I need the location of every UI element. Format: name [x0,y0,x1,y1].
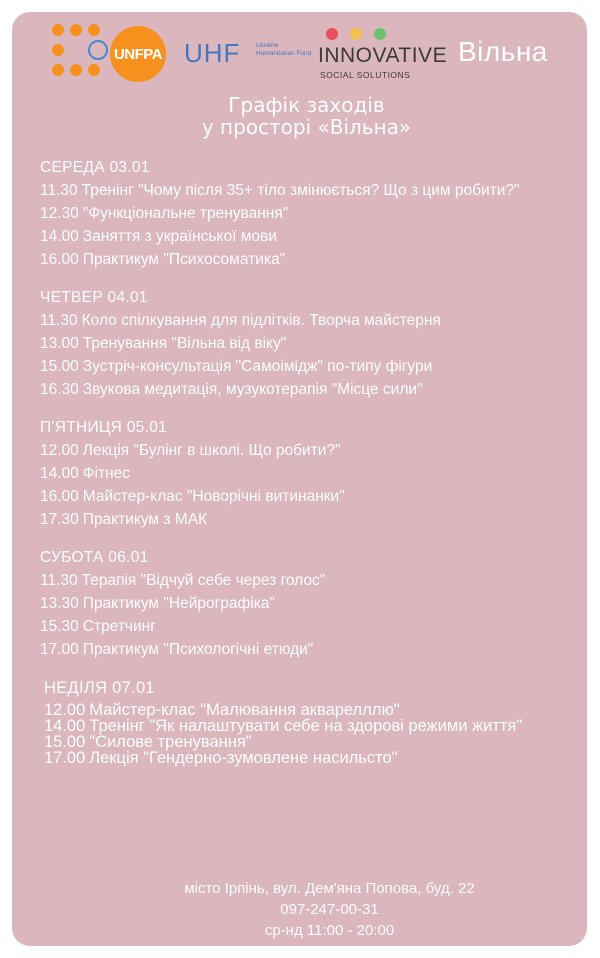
event-item [40,358,580,375]
innovative-logo-subtitle: SOCIAL SOLUTIONS [320,70,411,80]
event-item [40,511,580,528]
event-time: 16.30 [40,381,79,398]
event-item [40,335,580,352]
event-item [40,572,580,589]
event-item [40,182,580,199]
event-item [44,718,580,734]
event-title: Терапія "Відчуй себе через голос" [81,572,326,589]
event-item [40,381,580,398]
event-title: Зустріч-консультація "Самоімідж" по-типу фігури [82,358,433,375]
event-time: 14.00 [40,465,79,482]
event-title: "Функціональне тренування" [82,205,289,222]
day-name: П'ЯТНИЦЯ 05.01 [40,419,168,436]
event-item [40,641,580,658]
event-time: 17.30 [40,511,79,528]
event-time: 13.00 [40,335,79,352]
footer [12,878,587,941]
uhf-logo [184,38,314,78]
day-name: ЧЕТВЕР 04.01 [40,289,148,306]
day-block [44,678,580,766]
event-title: Майстер-клас "Малювання акварелллю" [89,701,400,719]
event-time: 17.00 [40,641,79,658]
event-item [40,442,580,459]
poster-card [12,12,587,946]
day-block [40,288,580,398]
event-time: 15.00 [44,733,86,751]
event-title: Фітнес [82,465,131,482]
event-time: 16.00 [40,251,79,268]
event-item [40,465,580,482]
event-item [40,251,580,268]
event-title: Практикум "Нейрографіка" [82,595,275,612]
phone: 097-247-00-31 [280,901,379,918]
event-title: Тренінг "Чому після 35+ тіло змінюється? Що з цим робити?" [81,182,520,199]
event-time: 11.30 [40,182,78,199]
event-time: 12.30 [40,205,79,222]
event-time: 11.30 [40,572,78,589]
title-line-2: у просторі «Вільна» [201,115,412,139]
event-item [40,205,580,222]
event-item [44,734,580,750]
unfpa-logo [52,24,172,84]
vilna-logo: Вільна [458,36,548,67]
title-line-1: Графік заходів [228,93,385,117]
event-title: Майстер-клас "Новорічні витинанки" [82,488,345,505]
event-title: Практикум "Психологічні етюди" [82,641,314,658]
opening-hours: ср-нд 11:00 - 20:00 [264,922,395,939]
day-block [40,158,580,268]
event-time: 15.00 [40,358,79,375]
unfpa-logo-text: UNFPA [113,45,163,63]
event-item [40,228,580,245]
poster-title [12,94,587,138]
event-time: 17.00 [44,749,86,767]
schedule [40,158,580,786]
un-globe-icon [88,40,108,60]
event-title: Практикум "Психосоматика" [82,251,286,268]
event-title: Заняття з української мови [82,228,277,245]
event-title: Практикум з МАК [82,511,208,528]
event-time: 12.00 [40,442,79,459]
uhf-logo-text: UHF [184,38,241,68]
innovative-logo [318,28,448,88]
event-time: 14.00 [44,717,86,735]
partner-logos [12,12,587,102]
day-block [40,548,580,658]
event-time: 11.30 [40,312,78,329]
event-time: 14.00 [40,228,79,245]
event-item [44,750,580,766]
event-title: Звукова медитація, музукотерапія "Місце сили" [82,381,423,398]
event-title: Лекція "Булінг в школі. Що робити?" [82,442,341,459]
day-name: СЕРЕДА 03.01 [40,159,150,176]
event-title: Стретчинг [82,618,156,635]
event-title: "Силове тренування" [89,733,252,751]
day-block [40,418,580,528]
event-item [40,312,580,329]
day-name: СУБОТА 06.01 [40,549,149,566]
event-title: Тренування "Вільна від віку" [82,335,287,352]
event-title: Лекція "Гендерно-зумовлене насильсто" [89,749,398,767]
event-time: 16.00 [40,488,79,505]
event-item [40,595,580,612]
event-time: 12.00 [44,701,86,719]
event-time: 13.30 [40,595,79,612]
event-title: Тренінг "Як налаштувати себе на здорові режими життя" [89,717,523,735]
unfpa-badge [110,26,166,82]
event-time: 15.30 [40,618,79,635]
address: місто Ірпінь, вул. Дем'яна Попова, буд. 22 [184,880,475,897]
event-item [40,488,580,505]
event-item [44,702,580,718]
event-title: Коло спілкування для підлітків. Творча майстерня [81,312,441,329]
day-name: НЕДІЛЯ 07.01 [44,679,155,697]
uhf-logo-subtitle: Ukraine Humanitarian Fund [256,42,312,57]
event-item [40,618,580,635]
innovative-logo-text: INNOVATIVE [318,44,448,67]
